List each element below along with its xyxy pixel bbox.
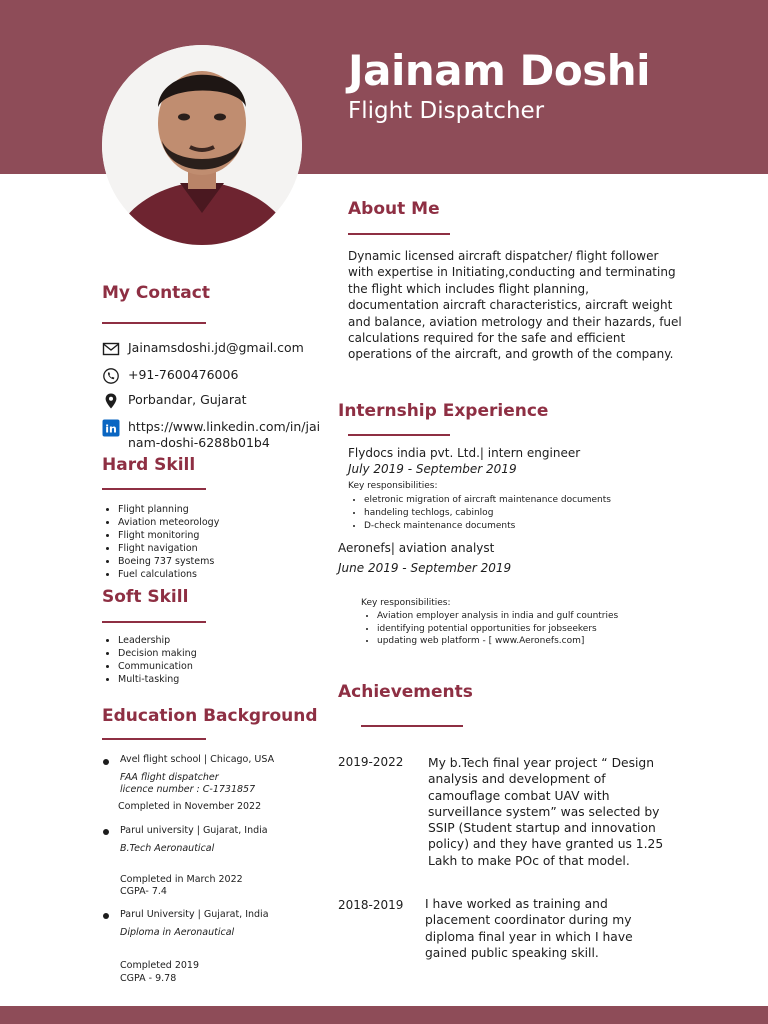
edu-grade: CGPA - 9.78 [120, 973, 177, 984]
achievements-heading: Achievements [338, 682, 473, 702]
achievement-line: policy) and they have granted us 1.25 [428, 837, 664, 852]
achievement-line: I have worked as training and [425, 897, 608, 911]
achievement-line: surveillance system” was selected by [428, 804, 660, 819]
list-item: • Decision making [118, 647, 197, 660]
edu-school: Parul University | Gujarat, India [120, 909, 269, 920]
contact-email[interactable] [102, 340, 304, 358]
bullet-dot [103, 759, 109, 765]
soft-skill-heading: Soft Skill [102, 587, 189, 607]
list-item: • Fuel calculations [118, 568, 219, 581]
list-item: • Flight planning [118, 503, 219, 516]
edu-detail: FAA flight dispatcher [120, 772, 219, 783]
contact-linkedin[interactable] [102, 419, 320, 451]
internship-heading: Internship Experience [338, 401, 549, 421]
footer-bar [0, 1006, 768, 1024]
achievement-line: diploma final year in which I have [425, 929, 633, 944]
hard-skill-heading: Hard Skill [102, 455, 196, 475]
about-text [348, 248, 688, 363]
edu-school: Avel flight school | Chicago, USA [120, 754, 275, 765]
job-company: Flydocs india pvt. Ltd.| intern engineer [348, 446, 581, 460]
job-responsibilities-label: Key responsibilities: [348, 481, 438, 491]
list-item: • updating web platform - [ www.Aeronefs.com] [377, 635, 618, 648]
location-text: Porbandar, Gujarat [128, 392, 247, 407]
list-item: • Communication [118, 660, 197, 673]
education-heading: Education Background [102, 706, 318, 726]
achievement-line: placement coordinator during my [425, 913, 632, 928]
about-line: operations of the aircraft, and growth of the company. [348, 347, 674, 362]
achievement-year: 2018-2019 [338, 898, 404, 912]
list-item: • Boeing 737 systems [118, 555, 219, 568]
about-line: and balance, aviation metrology and their hazards, fuel [348, 314, 682, 329]
list-item: • handeling techlogs, cabinlog [364, 507, 611, 520]
list-item: • D-check maintenance documents [364, 520, 611, 533]
achievement-text [428, 755, 663, 869]
profile-photo [102, 45, 302, 245]
contact-underline [102, 322, 206, 324]
list-item: • Flight navigation [118, 542, 219, 555]
phone-text: +91-7600476006 [128, 367, 239, 382]
linkedin-badge-text: in [105, 422, 117, 436]
job-company: Aeronefs| aviation analyst [338, 541, 495, 555]
about-underline [348, 233, 450, 235]
achievement-text [425, 896, 633, 961]
linkedin-url-line: https://www.linkedin.com/in/jai [128, 419, 321, 434]
bullet-dot [103, 913, 109, 919]
achievement-line: gained public speaking skill. [425, 945, 599, 960]
list-item: • Multi-tasking [118, 673, 197, 686]
soft-skill-list [102, 634, 197, 686]
about-line: calculations required for the safe and efficient [348, 331, 626, 346]
bullet-dot [103, 829, 109, 835]
job1-responsibilities [348, 494, 611, 533]
edu-grade: CGPA- 7.4 [120, 886, 167, 897]
about-line: the flight which includes flight planning, [348, 281, 589, 296]
contact-heading: My Contact [102, 283, 210, 303]
job2-responsibilities [361, 610, 618, 648]
list-item: • identifying potential opportunities for jobseekers [377, 623, 618, 636]
achievement-line: My b.Tech final year project “ Design [428, 756, 655, 770]
phone-icon [102, 367, 120, 385]
email-text: Jainamsdoshi.jd@gmail.com [128, 340, 304, 355]
edu-school: Parul university | Gujarat, India [120, 825, 268, 836]
list-item: • eletronic migration of aircraft maintenance documents [364, 494, 611, 507]
job-responsibilities-label: Key responsibilities: [361, 598, 451, 608]
about-line: documentation aircraft characteristics, aircraft weight [348, 298, 673, 313]
candidate-title: Flight Dispatcher [348, 98, 545, 124]
edu-completed: Completed in March 2022 [120, 874, 243, 885]
mail-icon [102, 340, 120, 358]
location-pin-icon [102, 392, 120, 410]
internship-underline [348, 434, 450, 436]
linkedin-url-line: nam-doshi-6288b01b4 [128, 435, 270, 450]
job-dates: June 2019 - September 2019 [338, 561, 512, 575]
about-line: Dynamic licensed aircraft dispatcher/ flight follower [348, 249, 659, 263]
achievement-line: camouflage combat UAV with [428, 788, 610, 803]
achievement-year: 2019-2022 [338, 755, 404, 769]
achievements-underline [361, 725, 463, 727]
profile-photo-illustration [102, 45, 302, 245]
contact-phone[interactable] [102, 367, 238, 385]
hard-skill-list [102, 503, 219, 582]
edu-completed: Completed 2019 [120, 960, 200, 971]
candidate-name: Jainam Doshi [348, 46, 651, 95]
about-line: with expertise in Initiating,conducting and terminating [348, 265, 676, 280]
job-dates: July 2019 - September 2019 [348, 462, 517, 476]
edu-detail: licence number : C-1731857 [120, 784, 256, 795]
achievement-line: analysis and development of [428, 772, 606, 787]
achievement-line: SSIP (Student startup and innovation [428, 821, 656, 836]
edu-detail: B.Tech Aeronautical [120, 843, 215, 854]
hard-skill-underline [102, 488, 206, 490]
list-item: • Aviation meteorology [118, 516, 219, 529]
soft-skill-underline [102, 621, 206, 623]
edu-completed: Completed in November 2022 [118, 801, 262, 812]
achievement-line: Lakh to make POc of that model. [428, 853, 630, 868]
edu-detail: Diploma in Aeronautical [120, 927, 235, 938]
contact-location [102, 392, 247, 410]
list-item: • Flight monitoring [118, 529, 219, 542]
about-heading: About Me [348, 199, 440, 219]
list-item: • Leadership [118, 634, 197, 647]
list-item: • Aviation employer analysis in india and gulf countries [377, 610, 618, 623]
education-underline [102, 738, 206, 740]
linkedin-icon [102, 419, 120, 437]
